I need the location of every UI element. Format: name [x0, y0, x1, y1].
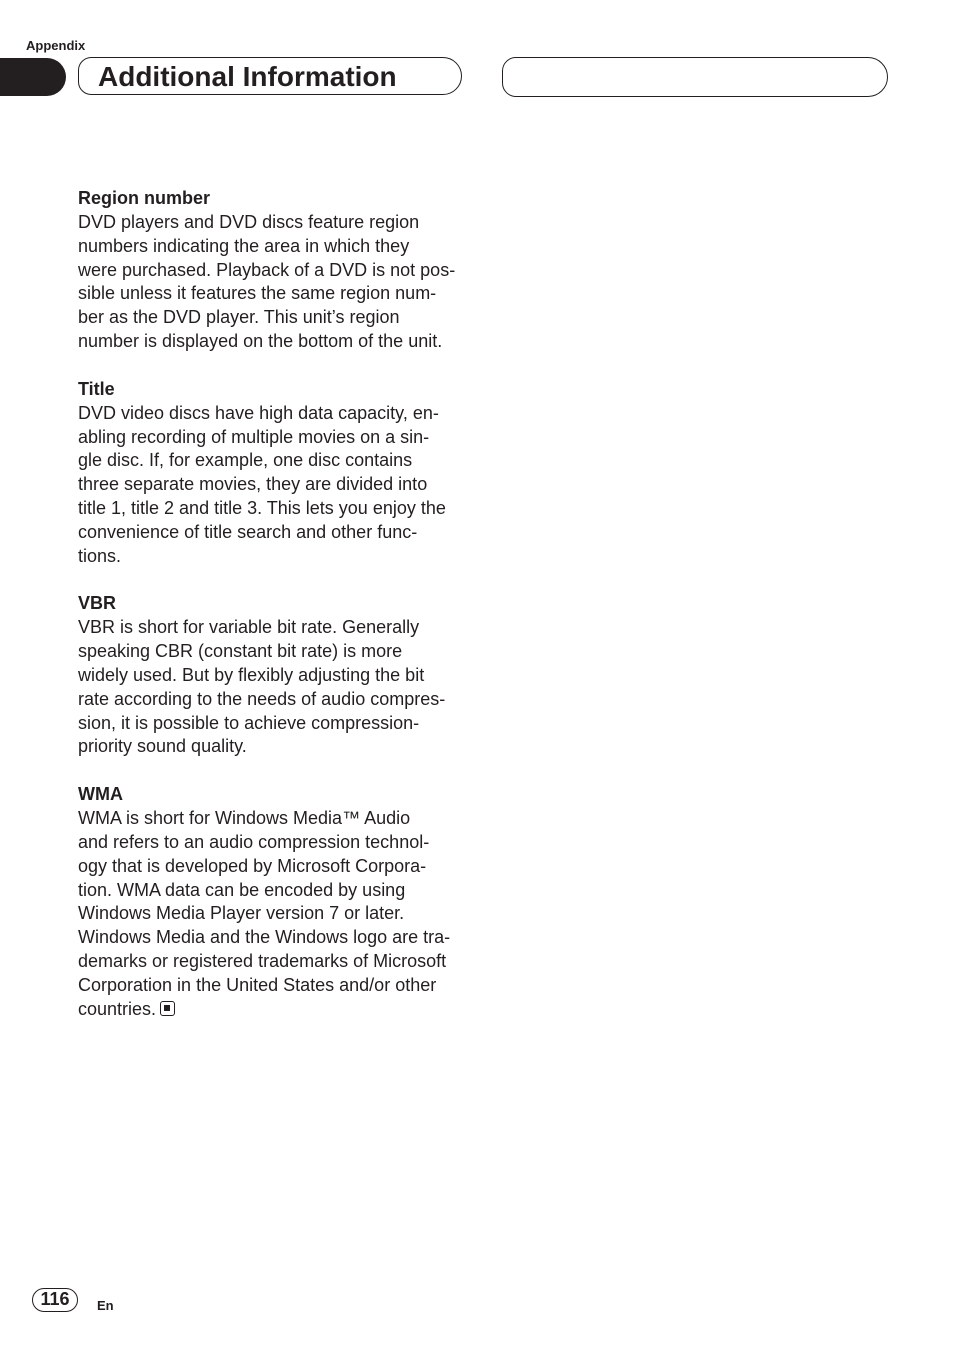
section-vbr: [78, 591, 478, 759]
body-line: abling recording of multiple movies on a sin-: [78, 426, 430, 447]
body-line: speaking CBR (constant bit rate) is more: [78, 641, 403, 662]
body-line: title 1, title 2 and title 3. This lets you enjoy the: [78, 497, 446, 518]
body-line: tion. WMA data can be encoded by using: [78, 879, 406, 900]
body-line: were purchased. Playback of a DVD is not pos-: [78, 259, 456, 280]
appendix-label: Appendix: [26, 38, 86, 53]
section-wma: [78, 782, 478, 1021]
body-line: VBR is short for variable bit rate. Generally: [78, 617, 420, 638]
body-line: number is displayed on the bottom of the unit.: [78, 330, 443, 351]
body-line: widely used. But by flexibly adjusting the bit: [78, 664, 425, 685]
body-line: and refers to an audio compression technol-: [78, 831, 430, 852]
content-column: [78, 186, 478, 1044]
body-line: priority sound quality.: [78, 736, 247, 757]
page-number: 116: [32, 1288, 78, 1312]
body-line: gle disc. If, for example, one disc contains: [78, 450, 413, 471]
section-heading: WMA: [78, 784, 123, 805]
body-line: Corporation in the United States and/or other: [78, 974, 437, 995]
body-line: demarks or registered trademarks of Microsoft: [78, 950, 447, 971]
end-of-section-icon: [160, 1001, 175, 1016]
body-line: tions.: [78, 545, 122, 566]
header-right-box: [502, 57, 888, 97]
section-heading: Region number: [78, 188, 211, 208]
body-line: sible unless it features the same region num-: [78, 283, 437, 304]
body-line: DVD video discs have high data capacity, en-: [78, 402, 439, 423]
section-heading: Title: [78, 378, 115, 399]
body-line: convenience of title search and other func-: [78, 521, 418, 542]
body-line: numbers indicating the area in which they: [78, 235, 410, 256]
body-line: rate according to the needs of audio compres-: [78, 688, 446, 709]
section-title: [78, 377, 478, 569]
body-line: sion, it is possible to achieve compression-: [78, 712, 420, 733]
section-tab: [0, 58, 66, 96]
body-line-last: [78, 998, 478, 1022]
body-line: ogy that is developed by Microsoft Corpora-: [78, 855, 427, 876]
body-line: WMA is short for Windows Media™ Audio: [78, 808, 411, 829]
body-line: Windows Media and the Windows logo are tra-: [78, 927, 451, 948]
section-region-number: [78, 186, 478, 354]
body-line: three separate movies, they are divided into: [78, 474, 428, 495]
body-line: Windows Media Player version 7 or later.: [78, 903, 405, 924]
section-heading: VBR: [78, 593, 117, 614]
language-label: En: [97, 1298, 114, 1313]
body-line: ber as the DVD player. This unit’s region: [78, 307, 400, 328]
body-line-text: countries.: [78, 998, 157, 1019]
page-title: Additional Information: [98, 61, 397, 92]
body-line: DVD players and DVD discs feature region: [78, 212, 420, 232]
title-box: [78, 57, 462, 95]
